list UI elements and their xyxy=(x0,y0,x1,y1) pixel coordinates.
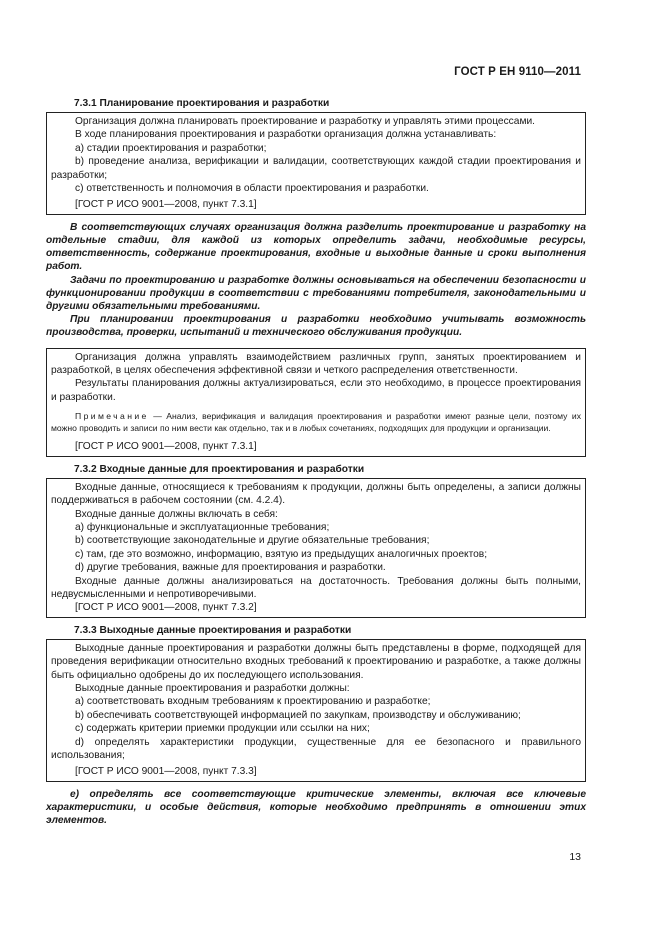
list-item: a) функциональные и эксплуатационные требования; xyxy=(75,521,330,533)
reference: [ГОСТ Р ИСО 9001—2008, пункт 7.3.1] xyxy=(75,441,257,453)
paragraph: Выходные данные проектирования и разработки должны: xyxy=(75,682,350,694)
list-item: a) стадии проектирования и разработки; xyxy=(75,142,267,154)
paragraph: Задачи по проектированию и разработке должны основываться на обеспечении безопасности и функционировании продукции в соответствии с требованиями потребителя, законодательными и другими обязательными требованиями. xyxy=(46,274,586,313)
paragraph: Входные данные, относящиеся к требованиям к продукции, должны быть определены, а записи должны поддерживаться в рабочем состоянии (см. 4.2.4). xyxy=(51,481,581,507)
paragraph: В соответствующих случаях организация должна разделить проектирование и разработку на отдельные стадии, для каждой из которых определить задачи, необходимые ресурсы, ответственность, содержание проектирования, входные и выходные данные и сроки выполнения работ. xyxy=(46,221,586,273)
paragraph: При планировании проектирования и разработки необходимо учитывать возможность производства, проверки, испытаний и технического обслуживания продукции. xyxy=(46,314,586,339)
list-item: a) соответствовать входным требованиям к проектированию и разработке; xyxy=(75,696,431,708)
paragraph: Результаты планирования должны актуализироваться, если это необходимо, в процессе проектирования и разработки. xyxy=(51,378,581,403)
list-item: b) обеспечивать соответствующей информацией по закупкам, производству и обслуживанию; xyxy=(75,709,521,721)
page-content xyxy=(46,95,586,835)
paragraph: Организация должна управлять взаимодействием различных групп, занятых проектированием и разработкой, в целях обеспечения эффективной связи и четкого распределения ответственности. xyxy=(51,351,581,377)
paragraph: Входные данные должны анализироваться на достаточность. Требования должны быть полными, недвусмысленными и непротиворечивыми. xyxy=(51,575,581,600)
supplementary-text-7-3-1 xyxy=(46,221,586,340)
supplementary-text-7-3-3 xyxy=(46,788,586,828)
list-item: d) определять характеристики продукции, существенные для ее безопасного и правильного использования; xyxy=(51,736,581,762)
section-title-7-3-1: 7.3.1 Планирование проектирования и разработки xyxy=(74,98,330,109)
list-item: b) соответствующие законодательные и другие обязательные требования; xyxy=(75,535,430,547)
list-item: b) проведение анализа, верификации и валидации, соответствующих каждой стадии проектирования и разработки; xyxy=(51,156,581,181)
quote-box-iso-7-3-3 xyxy=(46,639,586,782)
note-label: Примечание xyxy=(75,411,149,422)
note-text: — Анализ, верификация и валидация проектирования и разработки имеют разные цели, поэтому их можно проводить и записи по ним вести как отдельно, так и в любых сочетаниях, подходящих для продукции и организации. xyxy=(51,411,581,434)
quote-box-iso-7-3-1-continued xyxy=(46,348,586,457)
paragraph: Выходные данные проектирования и разработки должны быть представлены в форме, подходящей для проведения верификации относительно входных требований к проектированию и разработке, а также должны быть официально одобрены до их последующего использования. xyxy=(51,642,581,681)
list-item: c) ответственность и полномочия в области проектирования и разработки. xyxy=(75,183,429,195)
reference: [ГОСТ Р ИСО 9001—2008, пункт 7.3.1] xyxy=(75,199,257,211)
quote-box-iso-7-3-2 xyxy=(46,478,586,618)
section-title-7-3-2: 7.3.2 Входные данные для проектирования и разработки xyxy=(74,463,365,475)
note xyxy=(51,410,581,434)
quote-box-iso-7-3-1 xyxy=(46,112,586,215)
list-item: c) там, где это возможно, информацию, взятую из предыдущих аналогичных проектов; xyxy=(75,548,488,560)
paragraph: В ходе планирования проектирования и разработки организация должна устанавливать: xyxy=(75,129,497,141)
paragraph: Организация должна планировать проектирование и разработку и управлять этими процессами. xyxy=(75,116,535,127)
reference: [ГОСТ Р ИСО 9001—2008, пункт 7.3.2] xyxy=(75,602,257,614)
list-item: d) другие требования, важные для проектирования и разработки. xyxy=(75,562,386,574)
list-item: е) определять все соответствующие критические элементы, включая все ключевые характеристики, и особые действия, которые необходимо предпринять в отношении этих элементов. xyxy=(46,788,586,827)
reference: [ГОСТ Р ИСО 9001—2008, пункт 7.3.3] xyxy=(75,766,257,778)
document-id: ГОСТ Р ЕН 9110—2011 xyxy=(454,66,581,78)
page-number: 13 xyxy=(569,851,581,863)
paragraph: Входные данные должны включать в себя: xyxy=(75,508,278,520)
list-item: c) содержать критерии приемки продукции или ссылки на них; xyxy=(75,723,370,735)
section-title-7-3-3: 7.3.3 Выходные данные проектирования и разработки xyxy=(74,624,352,636)
